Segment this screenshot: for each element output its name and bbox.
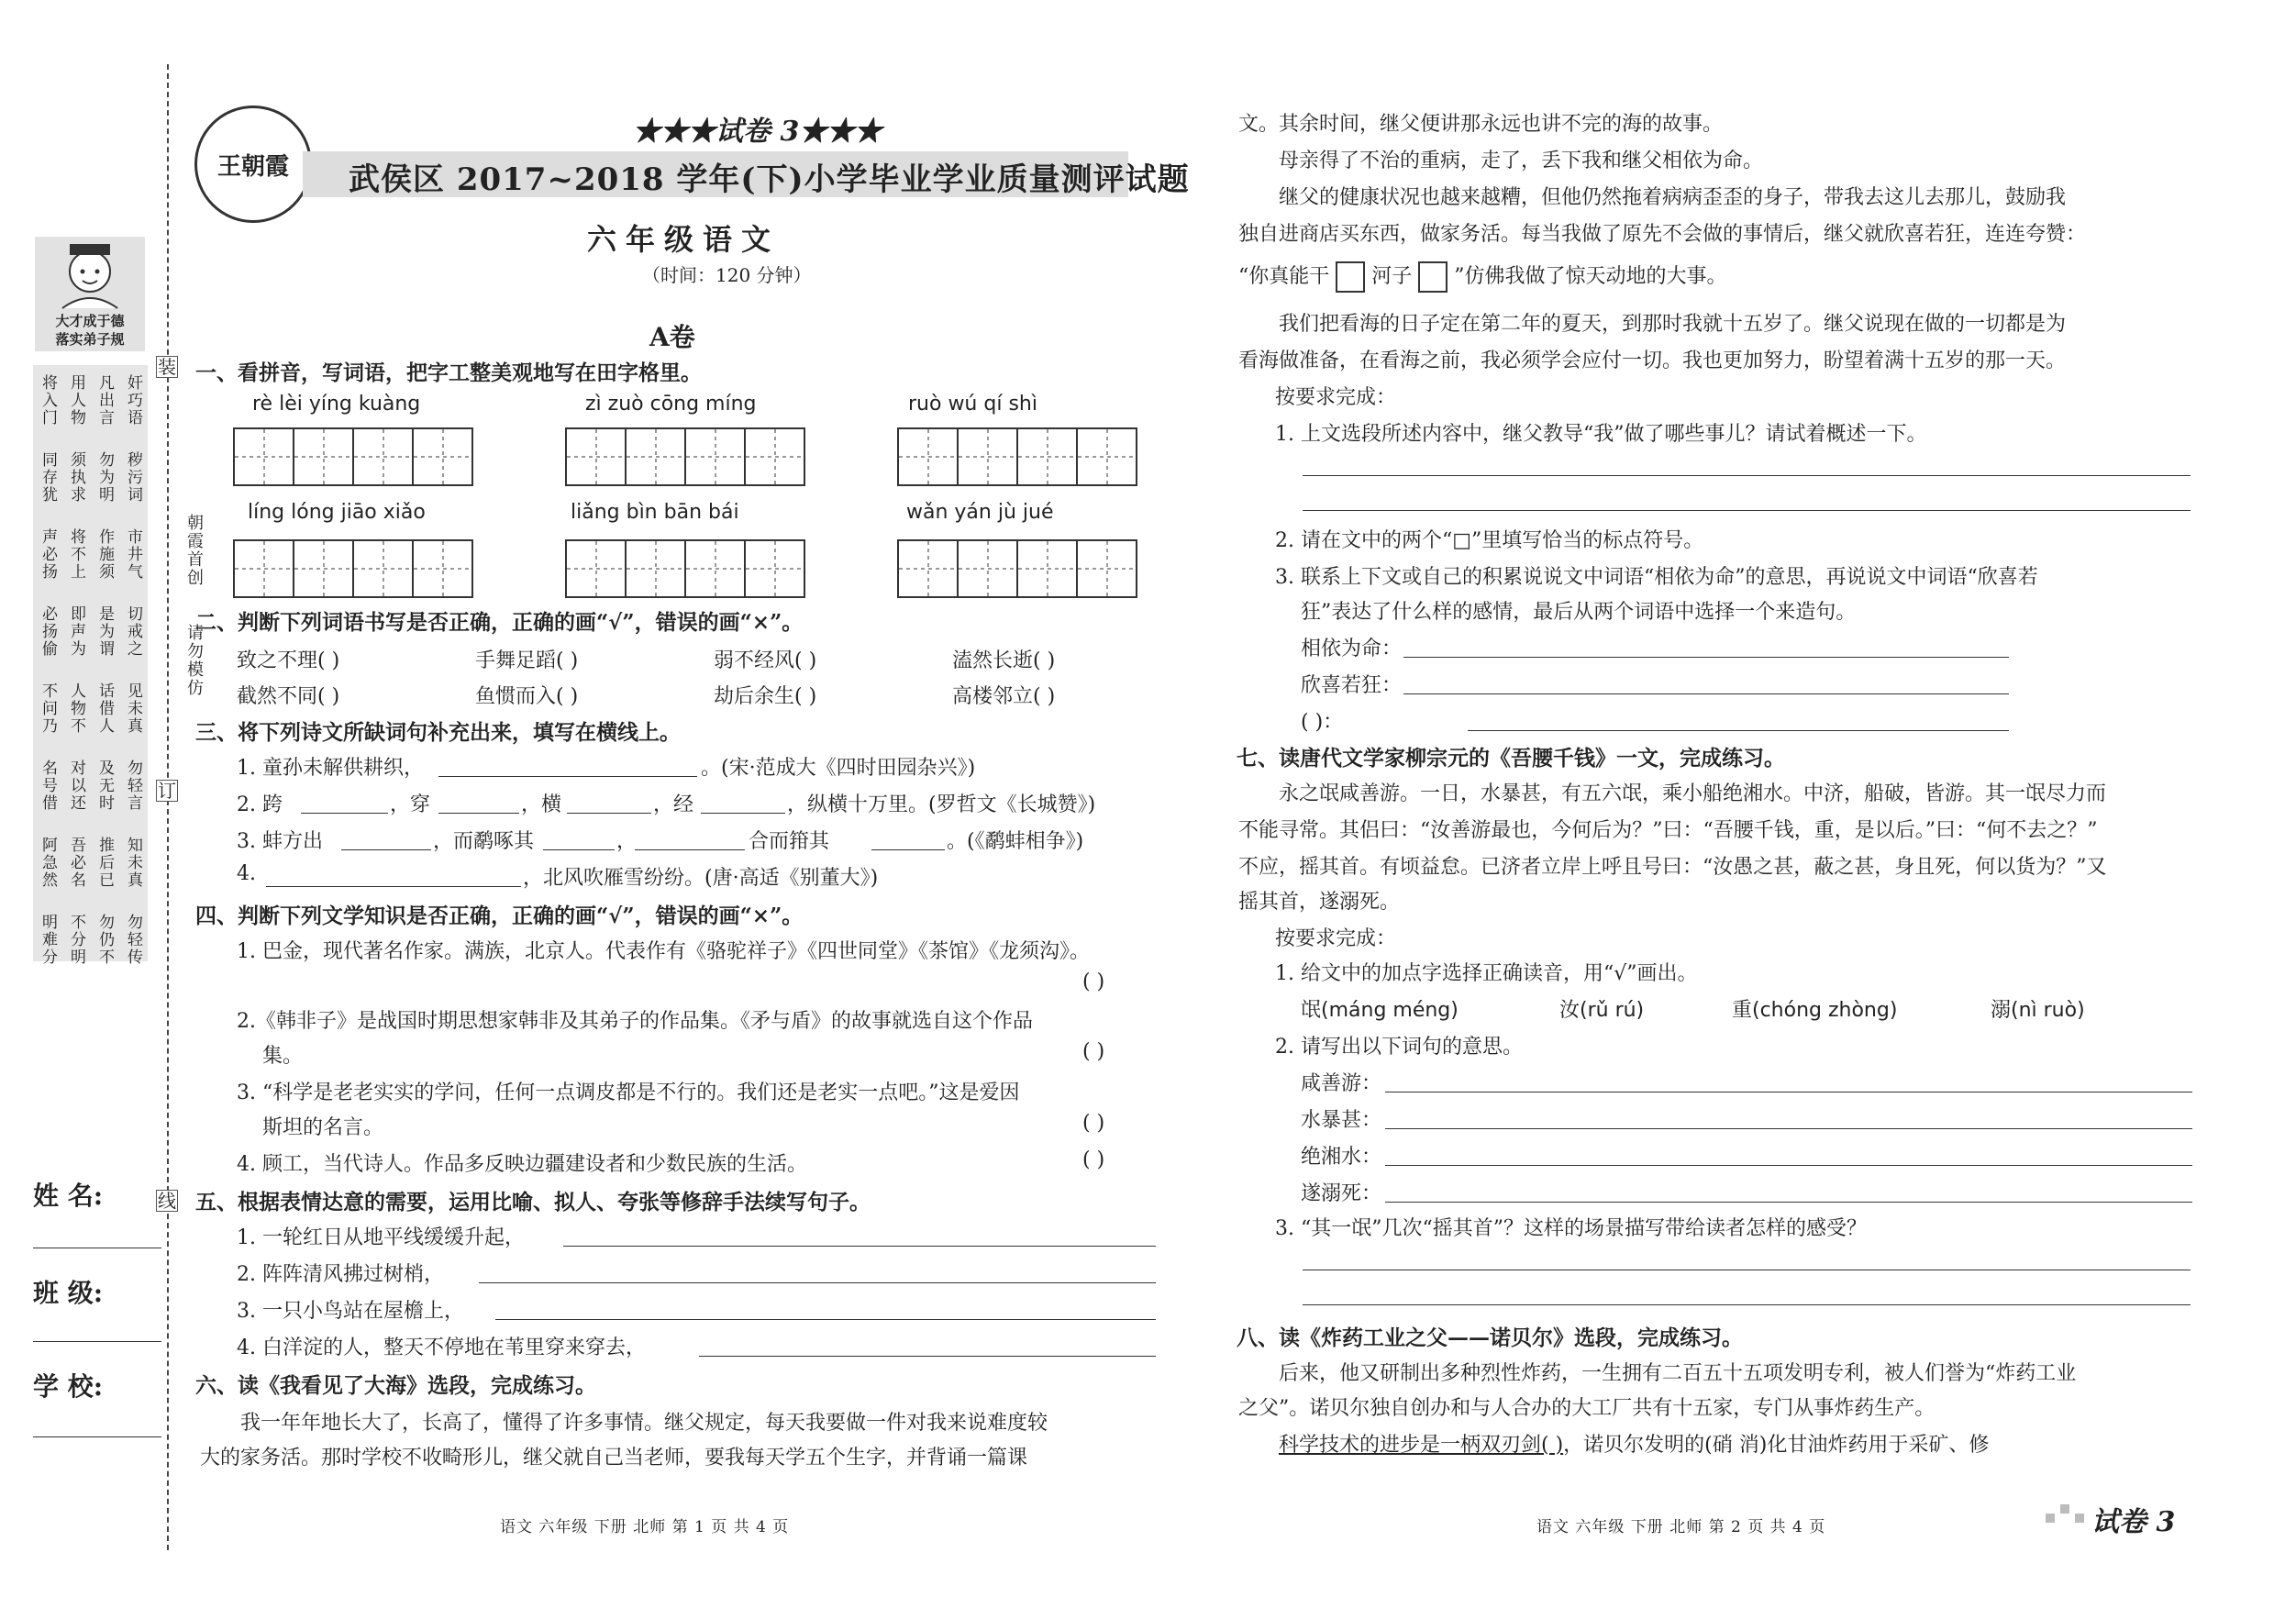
motto-line: 见未真 xyxy=(124,682,142,735)
motto-line: 勿为明 xyxy=(95,451,114,504)
q8-para-2: 之父”。诺贝尔独自创办和与人合办的大工厂共有十五家，专门从事炸药生产。 xyxy=(1238,1397,1936,1420)
school-label: 学 校: xyxy=(33,1371,104,1402)
q6-para-4: 母亲得了不治的重病，走了，丢下我和继父相依为命。 xyxy=(1279,150,1764,172)
q7-option-1[interactable]: 氓(máng méng) xyxy=(1301,999,1459,1022)
q8-title: 八、读《炸药工业之父——诺贝尔》选段，完成练习。 xyxy=(1237,1325,1743,1350)
q4-answer-4[interactable]: ( ) xyxy=(1082,1148,1105,1171)
motto-line: 声必扬 xyxy=(39,528,57,581)
q3-blank-1[interactable] xyxy=(438,776,697,777)
motto-line: 同存犹 xyxy=(39,451,57,504)
q6-word-3: ( )： xyxy=(1301,711,1344,734)
q7-question-3: 3. “其一氓”几次“摇其首”？这样的场景描写带给读者怎样的感受？ xyxy=(1275,1217,1867,1240)
q5-item-4: 4. 白洋淀的人，整天不停地在苇里穿来穿去， xyxy=(237,1336,646,1359)
q2-word-1[interactable]: 致之不理( ) xyxy=(237,649,340,672)
pinyin-5: liǎng bìn bān bái xyxy=(571,501,739,524)
q2-word-5[interactable]: 截然不同( ) xyxy=(237,685,340,708)
motto-line: 勿仍不 xyxy=(95,914,114,966)
q4-item-3: 3. “科学是老老实实的学问，任何一点调皮都是不行的。我们还是老实一点吧。”这是爱因 xyxy=(237,1081,1020,1104)
q3-line3-a: 3. 蚌方出 xyxy=(237,830,323,853)
brand-logo xyxy=(194,105,312,223)
deco-dot-3 xyxy=(2075,1514,2084,1523)
motto-line: 及无时 xyxy=(95,760,114,812)
q6-para-7a: “你真能干 xyxy=(1238,265,1330,288)
deco-dot-1 xyxy=(2046,1514,2055,1523)
q4-item-2b: 集。 xyxy=(262,1045,304,1068)
motto-line: 不分明 xyxy=(67,914,85,966)
q4-answer-3[interactable]: ( ) xyxy=(1082,1112,1105,1135)
pinyin-2: zì zuò cōng míng xyxy=(585,393,757,416)
q1-title: 一、看拼音，写词语，把字工整美观地写在田字格里。 xyxy=(195,360,702,385)
volume-label: A卷 xyxy=(649,322,695,352)
q6-word-3-answer[interactable] xyxy=(1468,730,2009,731)
q3-line2-c: ，横 xyxy=(521,793,562,816)
tianzige-4[interactable] xyxy=(233,539,473,598)
q3-line3-c: ， xyxy=(616,830,638,853)
motto-line: 名号借 xyxy=(39,760,57,812)
q6-require: 按要求完成： xyxy=(1275,386,1397,409)
tianzige-6[interactable] xyxy=(897,539,1137,598)
q3-line2-b: ，穿 xyxy=(390,793,431,816)
q3-line3-d: 合而箝其 xyxy=(749,830,830,853)
q6-para-7c: ”仿佛我做了惊天动地的大事。 xyxy=(1454,265,1727,288)
q6-para-5: 继父的健康状况也越来越糟，但他仍然拖着病病歪歪的身子，带我去这儿去那儿，鼓励我 xyxy=(1279,186,2067,209)
q3-line2-a: 2. 跨 xyxy=(237,793,283,816)
q5-title: 五、根据表情达意的需要，运用比喻、拟人、夸张等修辞手法续写句子。 xyxy=(195,1190,871,1214)
motto-line: 切戒之 xyxy=(124,605,142,658)
q3-line4-a: 4. xyxy=(237,862,256,885)
q4-item-1: 1. 巴金，现代著名作家。满族，北京人。代表作有《骆驼祥子》《四世同堂》《茶馆》《龙须沟》。 xyxy=(237,940,1090,963)
q3-blank-7[interactable] xyxy=(543,849,615,850)
q6-para-1: 我一年年地长大了，长高了，懂得了许多事情。继父规定，每天我要做一件对我来说难度较 xyxy=(240,1412,1048,1435)
q6-question-2: 2. 请在文中的两个“□”里填写恰当的标点符号。 xyxy=(1275,529,1704,552)
footer-right: 语文 六年级 下册 北师 第 2 页 共 4 页 xyxy=(1536,1518,1826,1536)
q3-blank-5[interactable] xyxy=(701,813,785,814)
q5-answer-1[interactable] xyxy=(563,1246,1156,1247)
q2-word-7[interactable]: 劫后余生( ) xyxy=(714,685,817,708)
q4-item-4: 4. 顾工，当代诗人。作品多反映边疆建设者和少数民族的生活。 xyxy=(237,1153,807,1176)
pinyin-4: líng lóng jiāo xiǎo xyxy=(248,501,426,524)
q3-line3-e: 。(《鹬蚌相争》) xyxy=(947,830,1084,853)
q6-word-1-answer[interactable] xyxy=(1403,657,2009,658)
q7-para-2: 不能寻常。其侣曰：“汝善游最也，今何后为？”曰：“吾腰千钱，重，是以后。”曰：“何不去之？” xyxy=(1238,819,2098,842)
q3-line2-e: ，纵横十万里。(罗哲文《长城赞》) xyxy=(787,793,1096,816)
q3-blank-4[interactable] xyxy=(567,813,651,814)
q4-item-3b: 斯坦的名言。 xyxy=(262,1116,384,1139)
motto-line: 知未真 xyxy=(124,837,142,889)
motto-line: 勿轻言 xyxy=(124,760,142,812)
q7-para-4: 摇其首，遂溺死。 xyxy=(1238,891,1401,914)
q5-answer-4[interactable] xyxy=(699,1356,1156,1357)
subject-title: 六年级语文 xyxy=(587,222,781,257)
motto-line: 对以还 xyxy=(67,760,85,812)
deco-dot-2 xyxy=(2060,1504,2069,1514)
motto-line: 推后已 xyxy=(95,837,114,889)
logo-text: 王朝霞 xyxy=(216,152,289,181)
q2-title: 二、判断下列词语书写是否正确，正确的画“√”，错误的画“×”。 xyxy=(195,610,804,635)
q7-para-1: 永之氓咸善游。一日，水暴甚，有五六氓，乘小船绝湘水。中济，船破，皆游。其一氓尽力而 xyxy=(1279,782,2107,805)
binding-line xyxy=(167,64,169,1550)
pinyin-6: wǎn yán jù jué xyxy=(906,501,1054,524)
q3-blank-6[interactable] xyxy=(341,849,431,850)
motto-line: 将不上 xyxy=(67,528,85,581)
motto-line: 人物不 xyxy=(67,682,85,735)
q3-blank-8[interactable] xyxy=(635,849,745,850)
punct-box-2[interactable] xyxy=(1418,261,1447,293)
q4-item-2: 2.《韩非子》是战国时期思想家韩非及其弟子的作品集。《矛与盾》的故事就选自这个作品 xyxy=(237,1010,1033,1033)
q3-blank-9[interactable] xyxy=(871,849,945,850)
tianzige-3[interactable] xyxy=(897,427,1137,486)
q6-question-3b: 狂”表达了什么样的感情，最后从两个词语中选择一个来造句。 xyxy=(1301,601,1857,624)
q7-term-2: 水暴甚： xyxy=(1301,1109,1382,1132)
motto-line: 用人物 xyxy=(67,374,85,427)
motto-heading xyxy=(35,312,145,349)
motto-line: 市井气 xyxy=(124,528,142,581)
q8-para-3a: 科学技术的进步是一柄双刃剑( ) xyxy=(1279,1434,1564,1457)
q7-option-4[interactable]: 溺(nì ruò) xyxy=(1991,999,2085,1022)
q6-para-9: 看海做准备，在看海之前，我必须学会应付一切。我也更加努力，盼望着满十五岁的那一天。 xyxy=(1238,349,2067,372)
q6-para-6: 独自进商店买东西，做家务活。每当我做了原先不会做的事情后，继父就欣喜若狂，连连夸赞： xyxy=(1238,223,2087,246)
q5-item-1: 1. 一轮红日从地平线缓缓升起， xyxy=(237,1226,525,1249)
motto-line: 将入门 xyxy=(39,374,57,427)
q7-term-3-answer[interactable] xyxy=(1385,1165,2192,1166)
exam-title: 武侯区 2017~2018 学年(下)小学毕业学业质量测评试题 xyxy=(349,161,1190,198)
q5-item-3: 3. 一只小鸟站在屋檐上， xyxy=(237,1300,464,1323)
motto-line: 勿轻传 xyxy=(124,914,142,966)
motto-line: 作施须 xyxy=(95,528,114,581)
motto-line: 明难分 xyxy=(39,914,57,966)
q6-word-2: 欣喜若狂： xyxy=(1301,674,1403,697)
motto-line: 秽污词 xyxy=(124,451,142,504)
motto-line: 必扬偷 xyxy=(39,605,57,658)
q3-line1-b: 。(宋·范成大《四时田园杂兴》) xyxy=(701,757,976,780)
motto-line: 是为谓 xyxy=(95,605,114,658)
q5-answer-3[interactable] xyxy=(495,1319,1156,1320)
q7-question-1: 1. 给文中的加点字选择正确读音，用“√”画出。 xyxy=(1275,962,1698,985)
motto-heading-2: 落实弟子规 xyxy=(55,331,125,348)
q6-para-7 xyxy=(1238,261,1727,293)
class-label: 班 级: xyxy=(33,1278,104,1308)
motto-line: 凡出言 xyxy=(95,374,114,427)
q3-line3-b: ，而鹬啄其 xyxy=(433,830,535,853)
q4-answer-2[interactable]: ( ) xyxy=(1082,1040,1105,1063)
q7-term-3: 绝湘水： xyxy=(1301,1146,1382,1169)
footer-left: 语文 六年级 下册 北师 第 1 页 共 4 页 xyxy=(500,1518,790,1536)
q7-term-1: 咸善游： xyxy=(1301,1072,1382,1095)
q7-option-3[interactable]: 重(chóng zhòng) xyxy=(1732,999,1898,1022)
q5-answer-2[interactable] xyxy=(479,1282,1156,1283)
q5-item-2: 2. 阵阵清风拂过树梢， xyxy=(237,1263,444,1286)
motto-line: 不问乃 xyxy=(39,682,57,735)
q3-line1-a: 1. 童孙未解供耕织， xyxy=(237,757,424,780)
school-field[interactable] xyxy=(33,1436,161,1437)
q3-line4-b: ，北风吹雁雪纷纷。(唐·高适《别董大》) xyxy=(523,867,879,890)
q7-question-2: 2. 请写出以下词句的意思。 xyxy=(1275,1036,1523,1059)
motto-columns xyxy=(39,374,142,983)
q3-blank-2[interactable] xyxy=(301,813,388,814)
q8-para-1: 后来，他又研制出多种烈性炸药，一生拥有二百五十五项发明专利，被人们誉为“炸药工业 xyxy=(1279,1362,2077,1385)
page-tag: 试卷 3 xyxy=(2091,1506,2176,1538)
time-limit: （时间：120 分钟） xyxy=(642,264,812,286)
q6-answer-1b[interactable] xyxy=(1303,510,2191,511)
tianzige-5[interactable] xyxy=(565,539,805,598)
motto-line: 奸巧语 xyxy=(124,374,142,427)
q3-blank-3[interactable] xyxy=(438,813,519,814)
q6-title: 六、读《我看见了大海》选段，完成练习。 xyxy=(195,1373,596,1398)
q6-para-7b: 河子 xyxy=(1371,265,1413,288)
q6-question-1: 1. 上文选段所述内容中，继父教导“我”做了哪些事儿？请试着概述一下。 xyxy=(1275,423,1927,446)
binding-note-1: 朝霞首创 xyxy=(184,514,204,587)
q6-word-1: 相依为命： xyxy=(1301,638,1403,660)
q8-para-3 xyxy=(1279,1429,1989,1458)
q7-term-4-answer[interactable] xyxy=(1385,1202,2192,1203)
q7-term-4: 遂溺死： xyxy=(1301,1182,1382,1205)
q7-option-2[interactable]: 汝(rǔ rú) xyxy=(1559,999,1645,1022)
motto-panel xyxy=(33,365,148,966)
q2-word-3[interactable]: 弱不经风( ) xyxy=(714,649,817,672)
binding-mark-ding: 订 xyxy=(158,780,176,802)
q6-para-2: 大的家务活。那时学校不收畸形儿，继父就自己当老师，要我每天学五个生字，并背诵一篇课 xyxy=(200,1447,1028,1469)
motto-line: 即声为 xyxy=(67,605,85,658)
name-label: 姓 名: xyxy=(33,1181,104,1211)
q2-word-8[interactable]: 高楼邻立( ) xyxy=(952,685,1056,708)
q2-word-6[interactable]: 鱼惯而入( ) xyxy=(475,685,579,708)
pinyin-1: rè lèi yíng kuàng xyxy=(252,393,421,416)
q7-require: 按要求完成： xyxy=(1275,927,1397,950)
q6-question-3a: 3. 联系上下文或自己的积累说说文中词语“相依为命”的意思，再说说文中词语“欣喜若 xyxy=(1275,566,2038,589)
binding-mark-zhuang: 装 xyxy=(158,356,176,378)
q6-answer-1a[interactable] xyxy=(1303,475,2191,476)
class-field[interactable] xyxy=(33,1341,161,1342)
q6-para-3: 文。其余时间，继父便讲那永远也讲不完的海的故事。 xyxy=(1238,113,1724,136)
q6-word-2-answer[interactable] xyxy=(1403,693,2009,694)
q3-blank-10[interactable] xyxy=(266,886,521,887)
binding-note-2: 请勿模仿 xyxy=(184,624,204,697)
punct-box-1[interactable] xyxy=(1336,261,1365,293)
q7-para-3: 不应，摇其首。有顷益怠。已济者立岸上呼且号曰：“汝愚之甚，蔽之甚，身且死，何以货为？”又 xyxy=(1238,856,2107,879)
binding-mark-xian: 线 xyxy=(158,1190,176,1212)
pinyin-3: ruò wú qí shì xyxy=(908,393,1037,416)
q6-para-8: 我们把看海的日子定在第二年的夏天，到那时我就十五岁了。继父说现在做的一切都是为 xyxy=(1279,313,2067,336)
q4-answer-1[interactable]: ( ) xyxy=(1082,970,1105,993)
q8-para-3b: ，诺贝尔发明的(硝 消)化甘油炸药用于采矿、修 xyxy=(1563,1434,1990,1457)
motto-line: 阿急然 xyxy=(39,837,57,889)
series-label: ★★★试卷 3★★★ xyxy=(633,116,882,148)
motto-line: 吾必名 xyxy=(67,837,85,889)
q7-term-2-answer[interactable] xyxy=(1385,1128,2192,1129)
q7-title: 七、读唐代文学家柳宗元的《吾腰千钱》一文，完成练习。 xyxy=(1237,746,1785,771)
q2-word-2[interactable]: 手舞足蹈( ) xyxy=(475,649,579,672)
q2-word-4[interactable]: 溘然长逝( ) xyxy=(952,649,1056,672)
q7-answer-3b[interactable] xyxy=(1303,1304,2191,1305)
q4-title: 四、判断下列文学知识是否正确，正确的画“√”，错误的画“×”。 xyxy=(195,904,804,928)
tianzige-2[interactable] xyxy=(565,427,805,486)
motto-line: 须执求 xyxy=(67,451,85,504)
q3-line2-d: ，经 xyxy=(653,793,694,816)
motto-line: 话借人 xyxy=(95,682,114,735)
tianzige-1[interactable] xyxy=(233,427,473,486)
motto-heading-1: 大才成于德 xyxy=(55,313,125,329)
q3-title: 三、将下列诗文所缺词句补充出来，填写在横线上。 xyxy=(195,720,681,745)
